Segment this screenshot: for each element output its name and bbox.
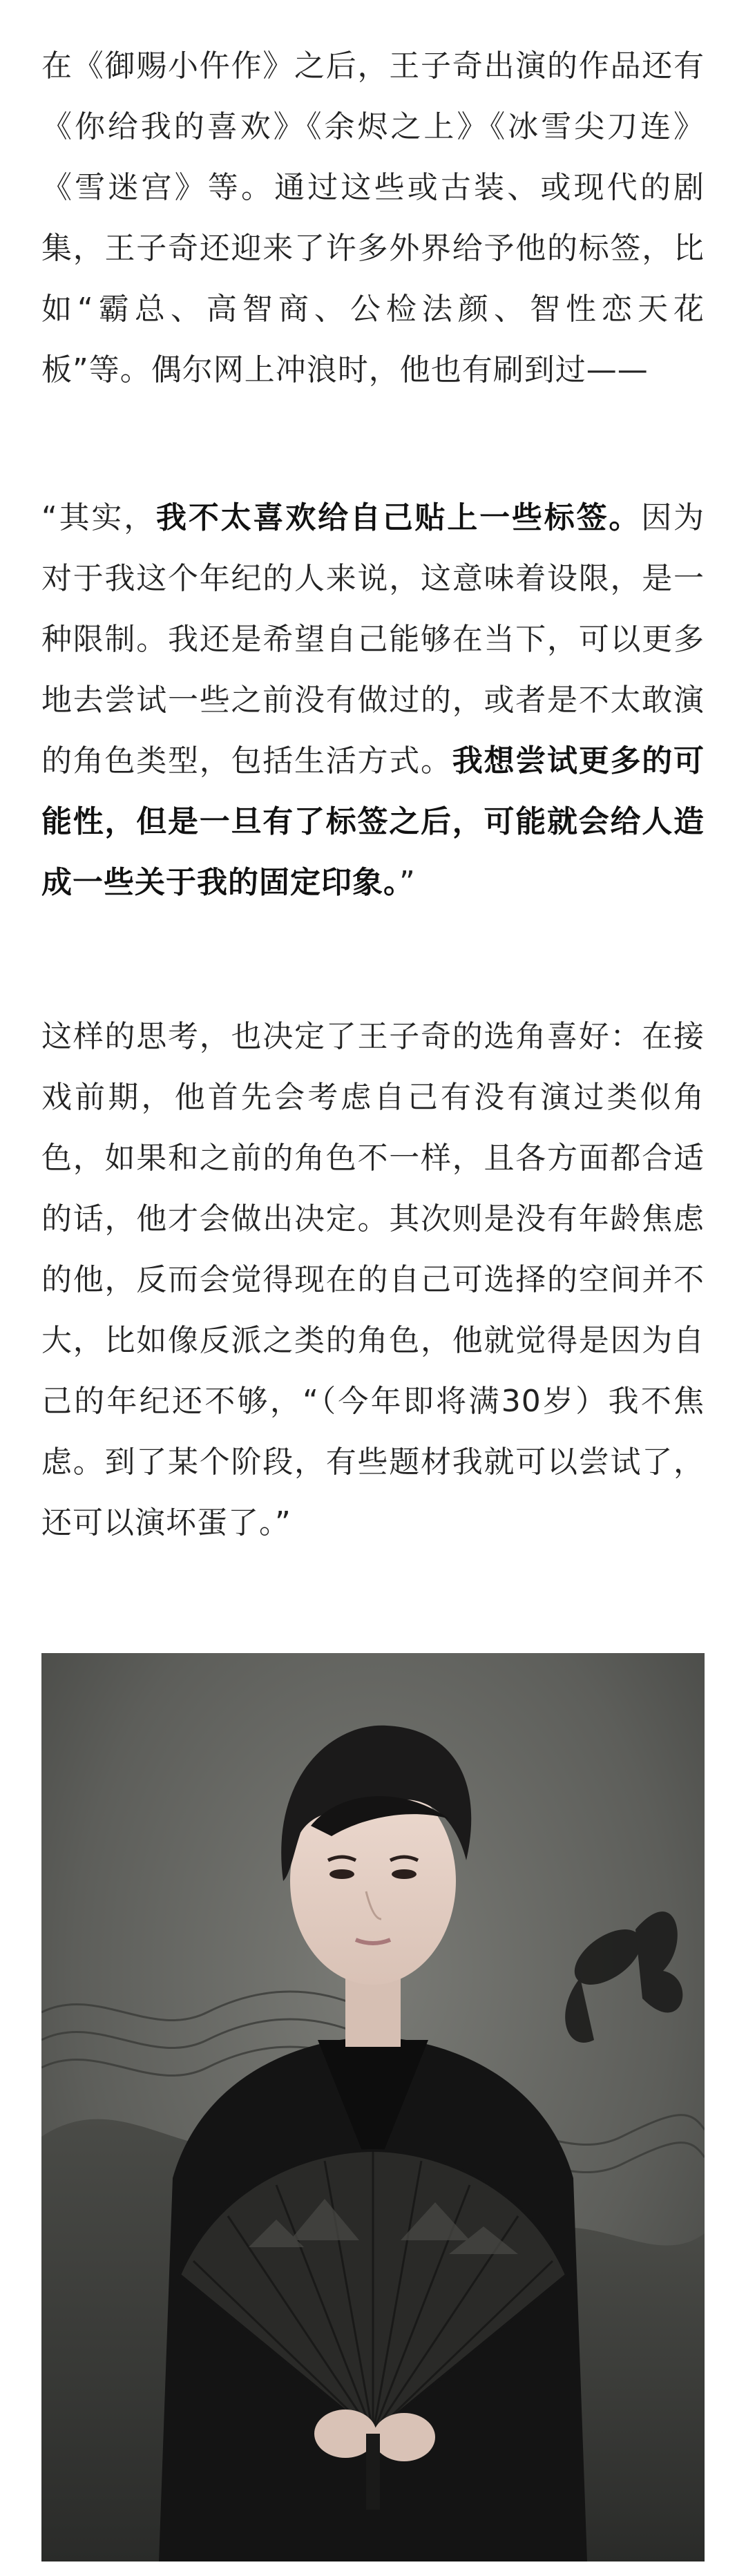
quote-paragraph <box>41 488 705 913</box>
portrait-photo <box>41 1653 705 2561</box>
text-segment: 这样的思考，也决定了王子奇的选角喜好：在接戏前期，他首先会考虑自己有没有演过类似角色，如果和之前的角色不一样，且各方面都合适的话，他才会做出决定。其次则是没有年龄焦虑的他，反而会觉得现在的自己可选择的空间并不大，比如像反派之类的角色，他就觉得是因为自己的年纪还不够，“（今年即将满30岁）我不焦虑。到了某个阶段，有些题材我就可以尝试了，还可以演坏蛋了。” <box>41 1019 705 1540</box>
bold-text: 我不太喜欢给自己贴上一些标签。 <box>156 500 642 535</box>
hand-right <box>373 2413 435 2461</box>
text-segment: ” <box>399 865 416 900</box>
text-segment: 因为对于我这个年纪的人来说，这意味着设限，是一种限制。我还是希望自己能够在当下，可以更多地去尝试一些之前没有做过的，或者是不太敢演的角色类型，包括生活方式。 <box>41 500 705 779</box>
portrait-illustration <box>41 1653 705 2561</box>
bold-text: 我想尝试更多的可能性，但是一旦有了标签之后，可能就会给人造成一些关于我的固定印象。 <box>41 743 705 900</box>
text-segment: “其实， <box>41 500 157 535</box>
fan-handle <box>366 2434 380 2510</box>
text-segment: 在《御赐小仵作》之后，王子奇出演的作品还有《你给我的喜欢》《余烬之上》《冰雪尖刀连》《雪迷宫》等。通过这些或古装、或现代的剧集，王子奇还迎来了许多外界给予他的标签，比如“霸总、高智商、公检法颜、智性恋天花板”等。偶尔网上冲浪时，他也有刷到过—— <box>41 48 705 388</box>
paragraph-3 <box>41 1006 705 1554</box>
paragraph-1 <box>41 36 705 401</box>
